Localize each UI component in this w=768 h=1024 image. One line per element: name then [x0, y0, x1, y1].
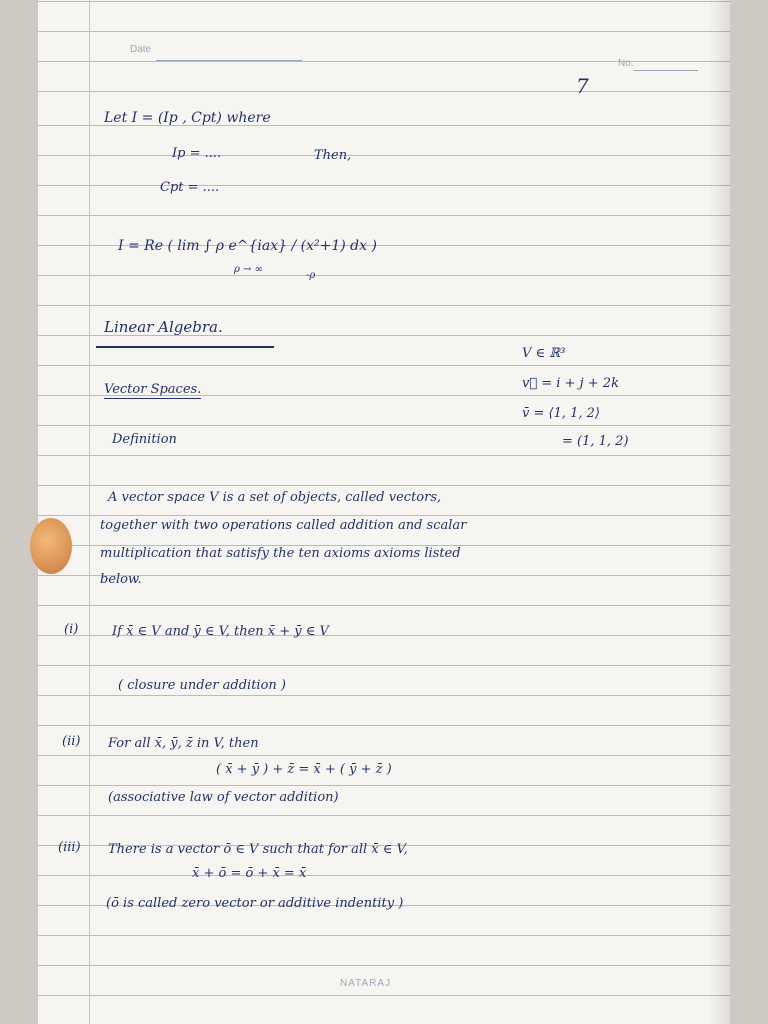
- side-line-2: v̄ = ⟨1, 1, 2⟩: [522, 406, 600, 421]
- page-number: 7: [576, 74, 589, 98]
- footer-brand: NATARAJ: [340, 978, 392, 989]
- axiom-1-line-1: If x̄ ∈ V and ȳ ∈ V, then x̄ + ȳ ∈ V: [112, 624, 329, 639]
- integral-bounds: -ρ: [306, 270, 316, 281]
- limit-text: ρ → ∞: [234, 264, 263, 275]
- no-label: No.: [618, 58, 634, 69]
- let-line: Let I = (Ip , Cpt) where: [104, 110, 271, 126]
- no-rule: [634, 70, 698, 71]
- para-line-3: multiplication that satisfy the ten axioms axioms listed: [100, 546, 461, 561]
- axiom-2-line-1: For all x̄, ȳ, z̄ in V, then: [108, 736, 259, 751]
- date-label: Date: [130, 44, 152, 55]
- para-line-2: together with two operations called addition and scalar: [100, 518, 467, 533]
- axiom-3-line-3: (ō is called zero vector or additive indentity ): [106, 896, 404, 911]
- axiom-3-line-1: There is a vector ō ∈ V such that for all x̄ ∈ V,: [108, 842, 408, 857]
- axiom-3-line-2: x̄ + ō = ō + x̄ = x̄: [192, 866, 307, 881]
- axiom-1-line-2: ( closure under addition ): [118, 678, 286, 693]
- margin-line: [89, 0, 90, 1024]
- side-line-3: = (1, 1, 2): [562, 434, 629, 449]
- axiom-3-label: (iii): [58, 840, 81, 855]
- para-line-1: A vector space V is a set of objects, called vectors,: [108, 490, 442, 505]
- definition-label: Definition: [112, 432, 177, 447]
- axiom-2-line-2: ( x̄ + ȳ ) + z̄ = x̄ + ( ȳ + z̄ ): [216, 762, 392, 777]
- heading-underline: [96, 346, 274, 348]
- thumb: [30, 518, 72, 574]
- linear-algebra-heading: Linear Algebra.: [104, 318, 223, 336]
- ip-line: Ip = ....: [172, 146, 222, 161]
- para-line-4: below.: [100, 572, 142, 587]
- vector-spaces-heading: Vector Spaces.: [104, 382, 202, 397]
- axiom-1-label: (i): [64, 622, 79, 637]
- notebook-page: [38, 0, 730, 1024]
- axiom-2-line-3: (associative law of vector addition): [108, 790, 339, 805]
- side-v-in-r3: V ∈ ℝ³: [522, 346, 566, 361]
- then-text: Then,: [314, 148, 352, 163]
- cpt-line: Cpt = ....: [160, 180, 220, 195]
- axiom-2-label: (ii): [62, 734, 81, 749]
- side-line-1: v⃗ = i + j + 2k: [522, 376, 619, 391]
- page-edge-shadow: [708, 0, 730, 1024]
- date-rule: [156, 60, 302, 61]
- integral-line: I = Re ( lim ∫ ρ e^{iax} / (x²+1) dx ): [118, 238, 377, 254]
